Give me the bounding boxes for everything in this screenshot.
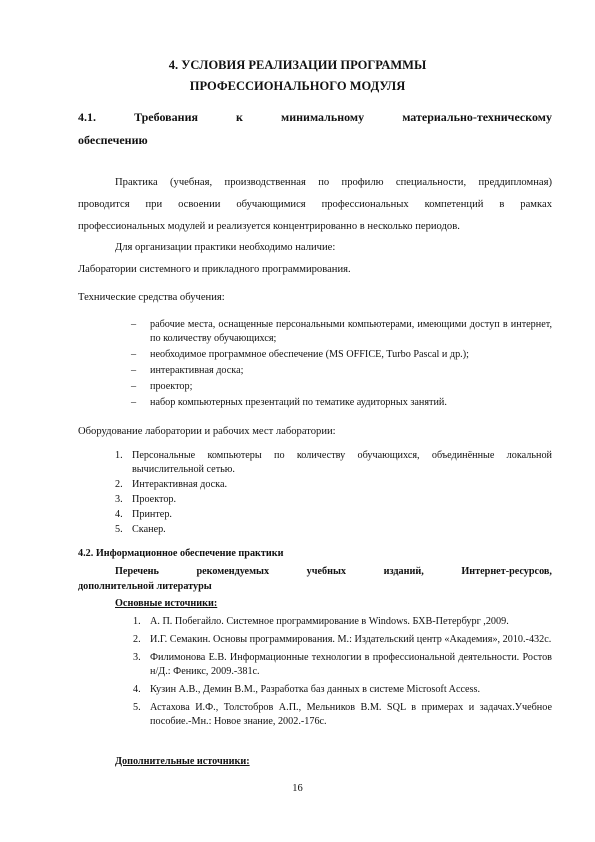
heading-word: Требования: [134, 110, 198, 124]
list-item-text: проектор;: [150, 381, 193, 392]
tech-list: [131, 318, 552, 410]
additional-sources-heading: Дополнительные источники:: [115, 756, 250, 767]
intro-line-2: проводится при освоении обучающимися профессиональных компетенций в рамках: [78, 199, 552, 210]
list-number: 3.: [115, 494, 123, 505]
dash-marker: –: [131, 365, 137, 376]
list-item: [131, 380, 552, 394]
list-item-text: Интерактивная доска.: [132, 479, 228, 490]
list-item: [133, 683, 552, 697]
list-item: [131, 348, 552, 362]
intro-line-4: Для организации практики необходимо наличие:: [115, 242, 336, 253]
heading-word: Интернет-ресурсов,: [461, 566, 552, 577]
list-number: 4.: [133, 684, 141, 695]
list-item-text: Проектор.: [132, 494, 177, 505]
chapter-title-line-2: ПРОФЕССИОНАЛЬНОГО МОДУЛЯ: [189, 79, 406, 93]
page-number: 16: [292, 783, 303, 794]
list-number: 1.: [115, 450, 123, 461]
dash-marker: –: [131, 349, 137, 360]
heading-word: изданий,: [383, 566, 424, 577]
heading-word: учебных: [306, 566, 347, 577]
list-item-text: рабочие места, оснащенные персональными компьютерами, имеющими доступ в интернет, по количеству обучающихся;: [150, 319, 552, 344]
section-4-1-heading: [78, 110, 552, 125]
list-number: 5.: [133, 702, 141, 713]
intro-line-1: Практика (учебная, производственная по профилю специальности, преддипломная): [115, 177, 552, 188]
list-number: 4.: [115, 509, 123, 520]
list-item: [133, 615, 552, 629]
list-item: [131, 364, 552, 378]
list-item: [115, 508, 552, 522]
list-item: [131, 318, 552, 346]
list-item-text: А. П. Побегайло. Системное программирование в Windows. БХВ-Петербург ,2009.: [150, 616, 509, 627]
list-number: 2.: [115, 479, 123, 490]
labs-line: Лаборатории системного и прикладного программирования.: [78, 264, 351, 275]
intro-line-3: профессиональных модулей и реализуется концентрированно в несколько периодов.: [78, 221, 460, 232]
list-item: [115, 449, 552, 477]
list-item: [133, 633, 552, 647]
dash-marker: –: [131, 319, 137, 330]
equip-list: [115, 449, 552, 537]
list-number: 3.: [133, 652, 141, 663]
list-number: 2.: [133, 634, 141, 645]
section-number: 4.1.: [78, 110, 96, 124]
list-item: [115, 523, 552, 537]
list-item-text: интерактивная доска;: [150, 365, 244, 376]
sources-list: [133, 615, 552, 729]
heading-word: рекомендуемых: [196, 566, 270, 577]
section-4-1-heading-line-2: обеспечению: [78, 133, 148, 147]
list-number: 5.: [115, 524, 123, 535]
list-item: [115, 478, 552, 492]
list-item-text: набор компьютерных презентаций по тематике аудиторных занятий.: [150, 397, 447, 408]
heading-word: материально-техническому: [402, 110, 552, 124]
list-item-text: Принтер.: [132, 509, 172, 520]
list-item: [131, 396, 552, 410]
list-item: [133, 701, 552, 729]
section-4-2-heading: 4.2. Информационное обеспечение практики: [78, 548, 284, 559]
literature-list-heading-line-2: дополнительной литературы: [78, 581, 212, 592]
list-item: [115, 493, 552, 507]
equip-heading: Оборудование лаборатории и рабочих мест лаборатории:: [78, 426, 336, 437]
literature-list-heading: [115, 566, 552, 577]
dash-marker: –: [131, 381, 137, 392]
heading-word: к: [236, 110, 243, 124]
tech-heading: Технические средства обучения:: [78, 292, 225, 303]
list-item: [133, 651, 552, 679]
list-number: 1.: [133, 616, 141, 627]
heading-word: Перечень: [115, 566, 159, 577]
list-item-text: Персональные компьютеры по количеству обучающихся, объединённые локальной вычислительной сетью.: [132, 450, 552, 475]
list-item-text: Сканер.: [132, 524, 166, 535]
dash-marker: –: [131, 397, 137, 408]
list-item-text: Кузин А.В., Демин В.М., Разработка баз данных в системе Microsoft Access.: [150, 684, 481, 695]
list-item-text: Астахова И.Ф., Толстобров А.П., Мельников В.М. SQL в примерах и задачах.Учебное пособие.-Мн.: Новое знание, 2002.-176с.: [150, 702, 552, 727]
list-item-text: Филимонова Е.В. Информационные технологии в профессиональной деятельности. Ростов н/Д.: Феникс, 2009.-381с.: [150, 652, 552, 677]
heading-word: минимальному: [281, 110, 365, 124]
chapter-title-line-1: 4. УСЛОВИЯ РЕАЛИЗАЦИИ ПРОГРАММЫ: [168, 58, 427, 72]
list-item-text: И.Г. Семакин. Основы программирования. М.: Издательский центр «Академия», 2010.-432с.: [150, 634, 552, 645]
main-sources-heading: Основные источники:: [115, 598, 218, 609]
list-item-text: необходимое программное обеспечение (MS OFFICE, Turbo Pascal и др.);: [150, 349, 469, 360]
